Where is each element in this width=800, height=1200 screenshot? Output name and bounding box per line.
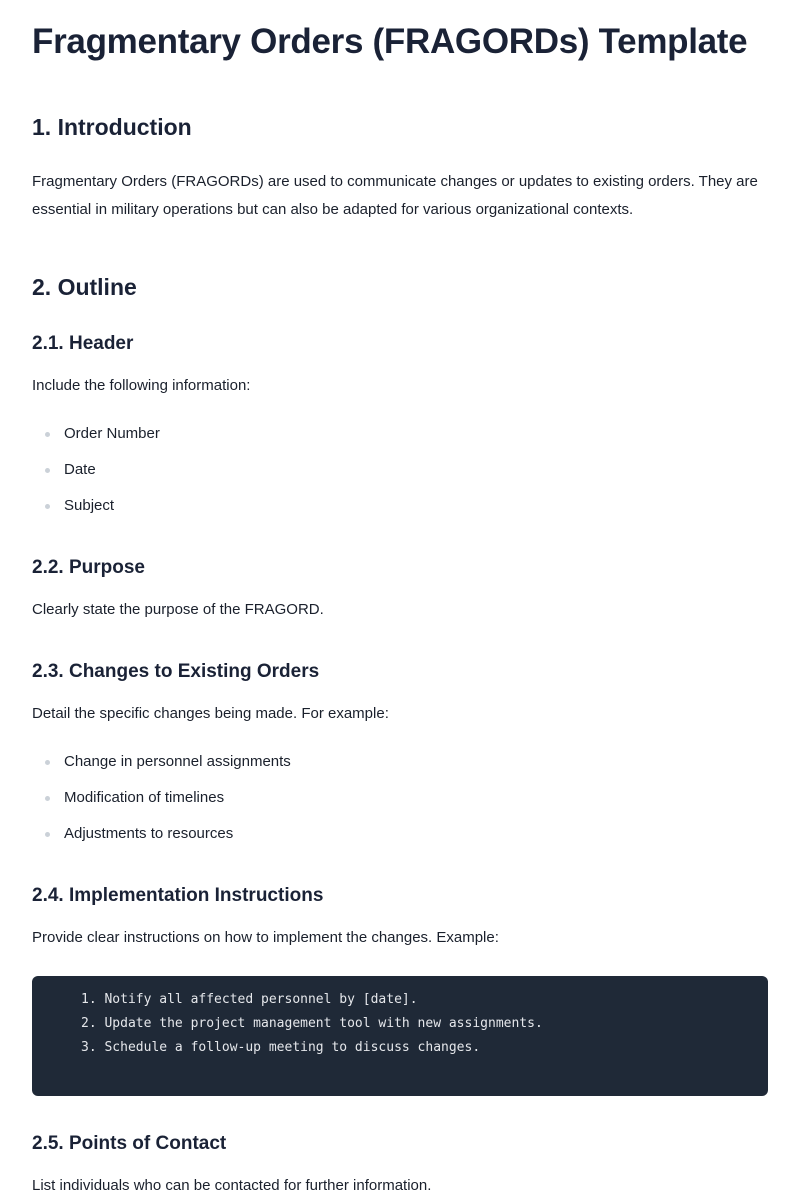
bullet-icon <box>45 760 50 765</box>
changes-text: Detail the specific changes being made. For example: <box>32 705 389 722</box>
purpose-text: Clearly state the purpose of the FRAGORD. <box>32 601 324 618</box>
list-item-label: Modification of timelines <box>64 789 225 806</box>
list-item-label: Adjustments to resources <box>64 825 234 842</box>
code-line: 1. Notify all affected personnel by [date]. <box>81 992 418 1007</box>
section-heading-introduction: 1. Introduction <box>32 114 192 140</box>
list-item <box>32 744 768 780</box>
bullet-icon <box>45 504 50 509</box>
implementation-text: Provide clear instructions on how to implement the changes. Example: <box>32 929 499 946</box>
bullet-icon <box>45 432 50 437</box>
subsection-heading-purpose: 2.2. Purpose <box>32 557 145 578</box>
subsection-heading-header: 2.1. Header <box>32 333 134 354</box>
list-item <box>32 416 768 452</box>
page-title: Fragmentary Orders (FRAGORDs) Template <box>32 22 748 61</box>
list-item <box>32 780 768 816</box>
list-item <box>32 816 768 852</box>
list-item-label: Date <box>64 461 96 478</box>
section-heading-outline: 2. Outline <box>32 274 137 300</box>
subsection-heading-implementation: 2.4. Implementation Instructions <box>32 885 324 906</box>
code-line: 3. Schedule a follow-up meeting to discuss changes. <box>81 1040 481 1055</box>
list-item-label: Change in personnel assignments <box>64 753 291 770</box>
subsection-heading-contacts: 2.5. Points of Contact <box>32 1133 227 1154</box>
list-item-label: Subject <box>64 497 115 514</box>
contacts-text: List individuals who can be contacted for further information. <box>32 1177 432 1194</box>
code-block <box>32 976 768 1096</box>
header-text: Include the following information: <box>32 377 251 394</box>
list-item-label: Order Number <box>64 425 160 442</box>
introduction-text: Fragmentary Orders (FRAGORDs) are used to communicate changes or updates to existing orders. They are essential in military operations but can also be adapted for various organizational contexts. <box>32 173 758 218</box>
bullet-icon <box>45 832 50 837</box>
list-item <box>32 452 768 488</box>
header-list <box>32 416 768 524</box>
bullet-icon <box>45 796 50 801</box>
code-line: 2. Update the project management tool with new assignments. <box>81 1016 543 1031</box>
list-item <box>32 488 768 524</box>
changes-list <box>32 744 768 852</box>
subsection-heading-changes: 2.3. Changes to Existing Orders <box>32 661 320 682</box>
bullet-icon <box>45 468 50 473</box>
